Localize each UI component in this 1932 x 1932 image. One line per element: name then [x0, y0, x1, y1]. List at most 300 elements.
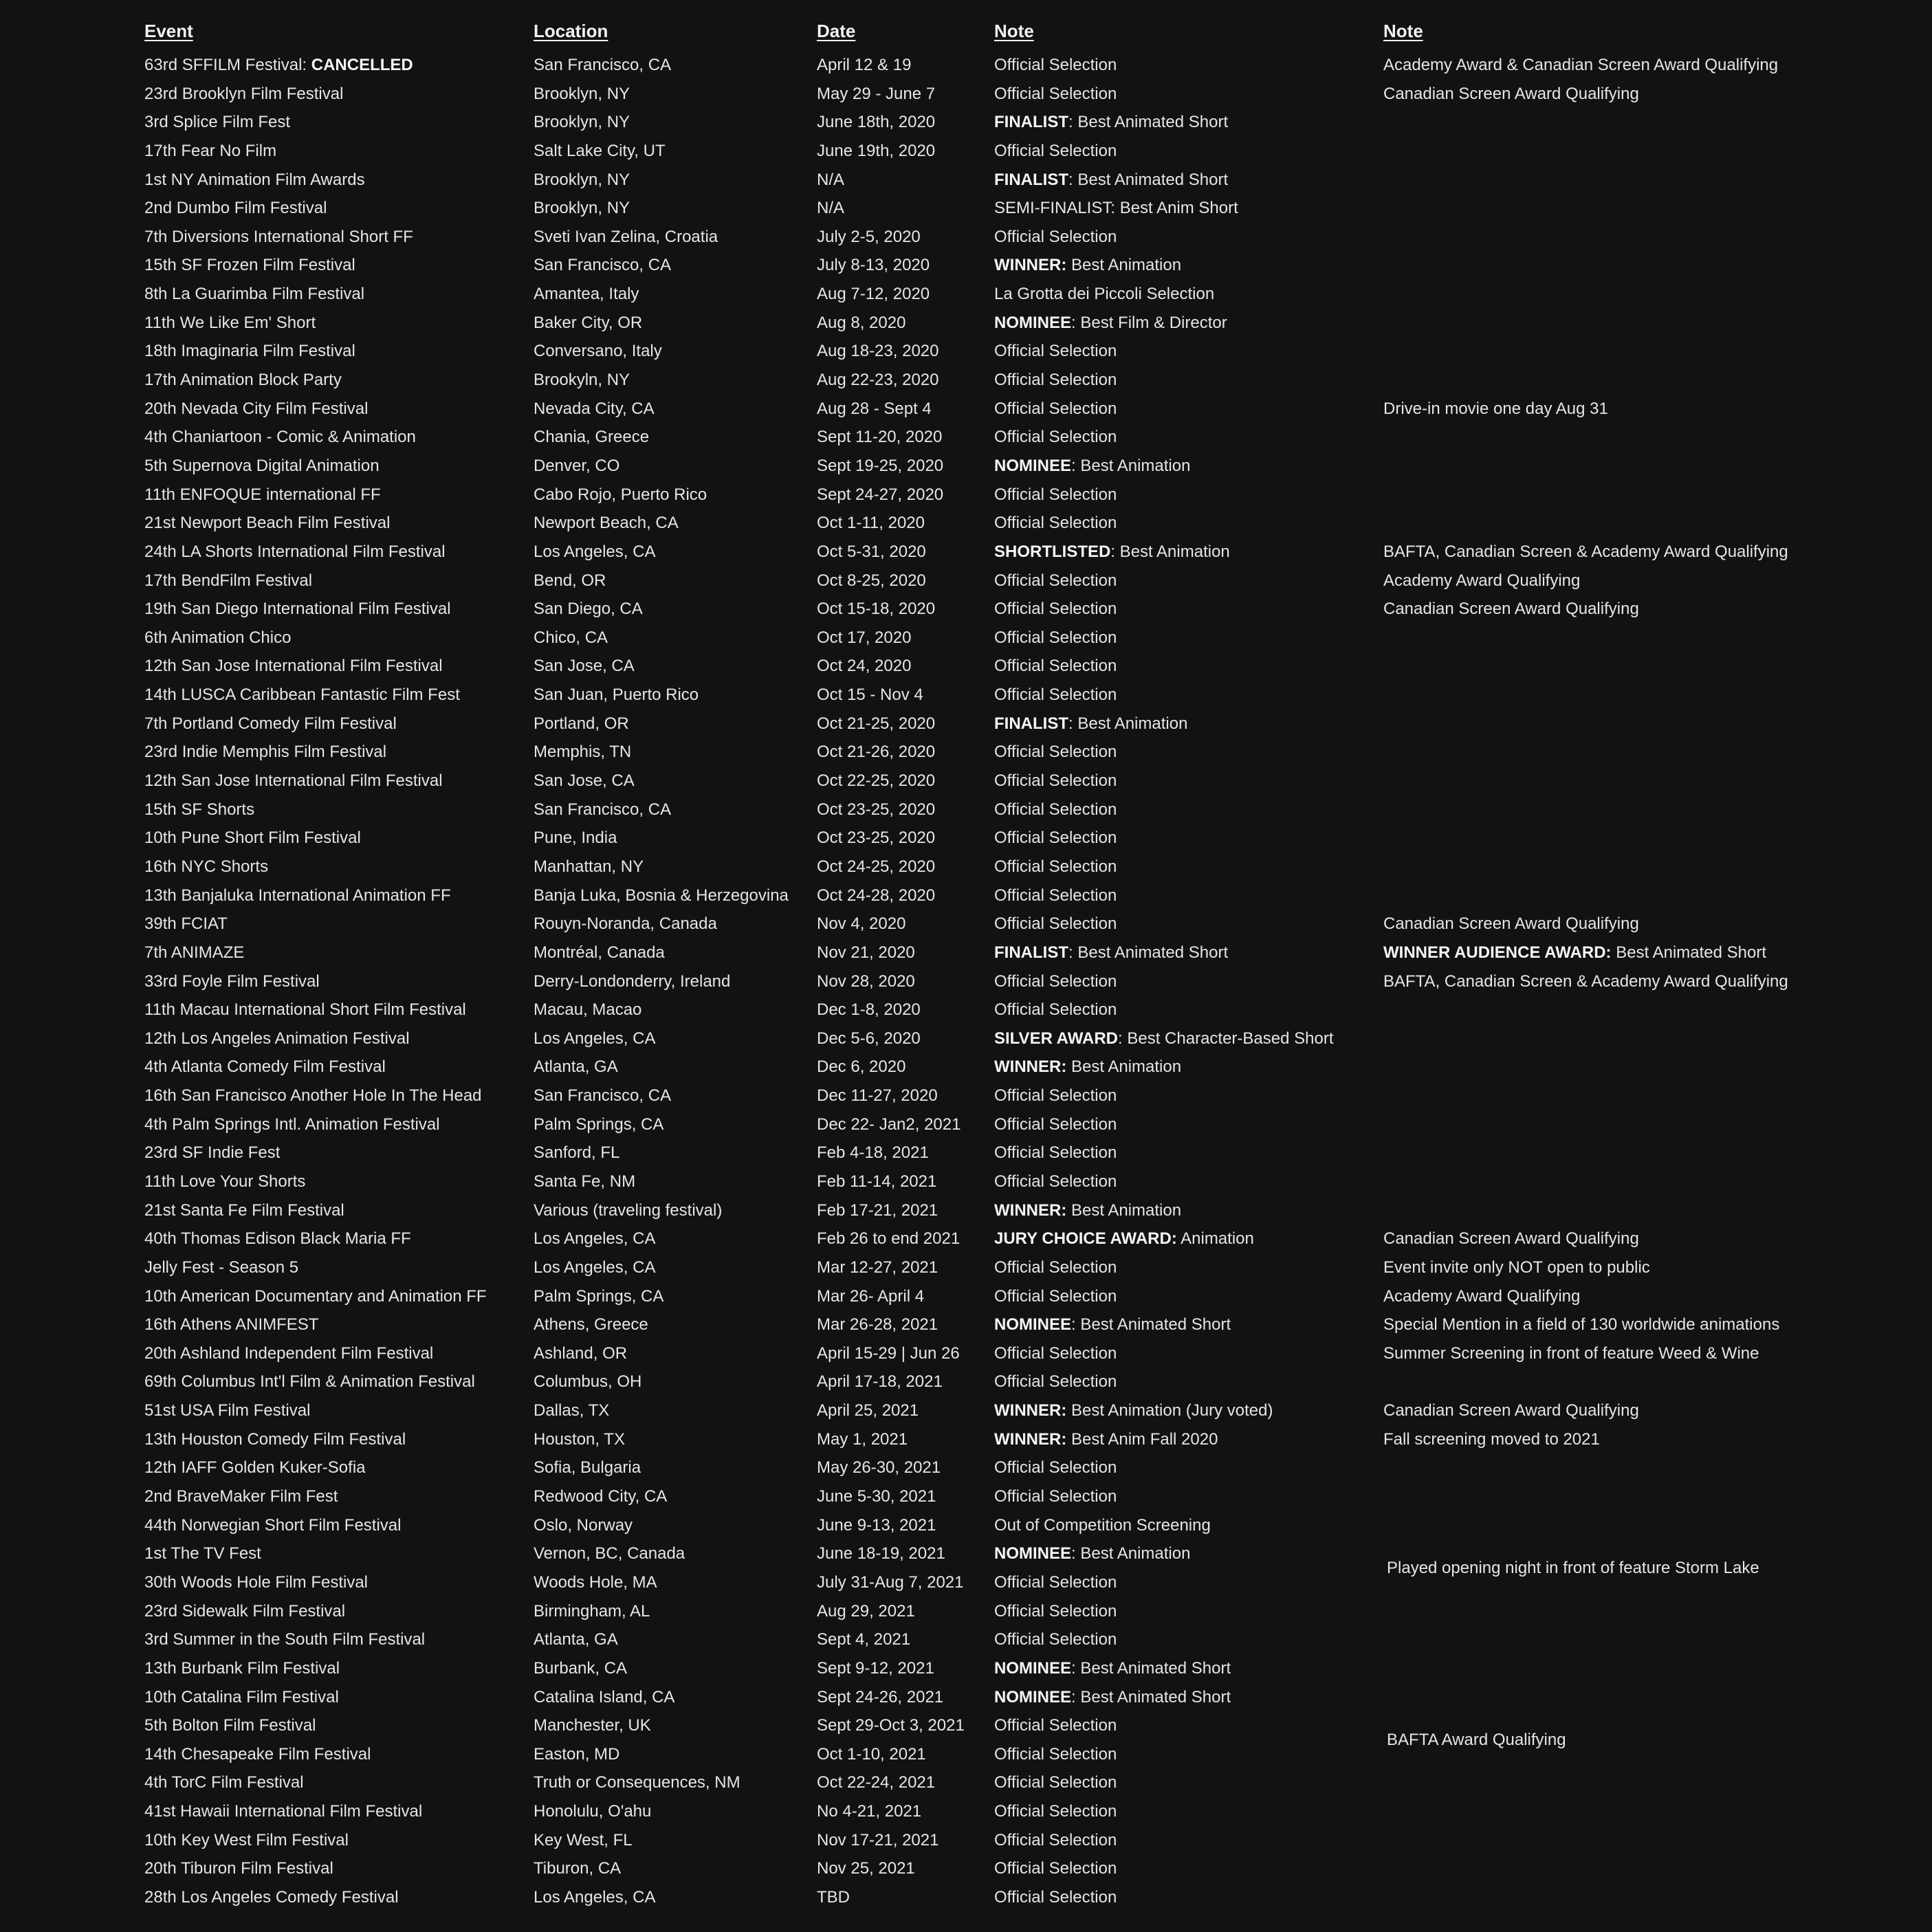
date-cell-text: Nov 17-21, 2021 [817, 1830, 939, 1849]
location-cell [534, 767, 635, 795]
note-cell [994, 251, 1181, 280]
note-cell [994, 1625, 1117, 1654]
event-cell-text: 7th Portland Comedy Film Festival [144, 714, 397, 733]
location-cell [534, 738, 631, 767]
location-cell-text: Key West, FL [534, 1830, 633, 1849]
event-cell [144, 1368, 475, 1396]
event-cell [144, 280, 364, 309]
note-cell-emphasis: NOMINEE [994, 456, 1072, 475]
date-cell [817, 309, 905, 338]
event-cell-text: 19th San Diego International Film Festival [144, 600, 451, 619]
location-cell-text: Columbus, OH [534, 1372, 642, 1392]
date-cell [817, 1826, 938, 1855]
location-cell [534, 1110, 663, 1139]
event-cell-text: 44th Norwegian Short Film Festival [144, 1515, 402, 1535]
date-cell-text: Oct 8-25, 2020 [817, 571, 926, 590]
location-cell-text: Baker City, OR [534, 313, 643, 332]
event-cell-text: 12th IAFF Golden Kuker-Sofia [144, 1458, 366, 1478]
date-cell [817, 910, 905, 938]
note-cell [994, 1196, 1181, 1225]
note-cell-text: Official Selection [994, 628, 1117, 647]
date-cell-text: July 31-Aug 7, 2021 [817, 1572, 964, 1592]
note-cell-emphasis: WINNER: [994, 1401, 1067, 1420]
date-cell-text: April 12 & 19 [817, 56, 912, 74]
note-cell [994, 1339, 1117, 1368]
location-cell-text: Vernon, BC, Canada [534, 1544, 685, 1563]
location-cell [534, 1826, 633, 1855]
date-cell-text: Oct 23-25, 2020 [817, 828, 936, 848]
event-cell [144, 366, 342, 395]
date-cell-text: June 5-30, 2021 [817, 1487, 936, 1506]
note-cell-emphasis: NOMINEE [994, 1658, 1072, 1678]
date-cell [817, 538, 926, 567]
date-cell [817, 1396, 919, 1425]
event-cell-text: 15th SF Shorts [144, 800, 255, 819]
event-cell [144, 1253, 298, 1282]
note-cell-emphasis: WINNER: [994, 1429, 1067, 1449]
date-cell-text: Sept 29-Oct 3, 2021 [817, 1716, 965, 1735]
note-cell-text: Official Selection [994, 1830, 1117, 1849]
event-cell-text: 4th Chaniartoon - Comic & Animation [144, 428, 416, 447]
note-cell-text: Official Selection [994, 1859, 1117, 1878]
event-cell [144, 1082, 482, 1110]
location-cell [534, 1511, 633, 1540]
date-cell [817, 1740, 926, 1769]
note-cell [994, 567, 1117, 595]
note-cell [994, 824, 1117, 853]
note2-cell [1383, 538, 1788, 567]
event-cell-text: 16th Athens ANIMFEST [144, 1315, 319, 1335]
event-cell [144, 1196, 344, 1225]
date-cell [817, 1854, 915, 1883]
date-cell [817, 1883, 850, 1912]
location-cell-text: Manchester, UK [534, 1716, 651, 1735]
location-cell [534, 1082, 671, 1110]
event-cell [144, 595, 451, 624]
date-cell [817, 1482, 936, 1511]
note-cell [994, 1139, 1117, 1167]
location-cell [534, 481, 707, 509]
event-cell [144, 1425, 406, 1454]
event-cell-text: 13th Houston Comedy Film Festival [144, 1429, 406, 1449]
location-cell-text: Redwood City, CA [534, 1487, 668, 1506]
note-cell [994, 166, 1228, 195]
location-cell-text: Cabo Rojo, Puerto Rico [534, 485, 707, 504]
note-cell [994, 137, 1117, 166]
note-cell [994, 1167, 1117, 1196]
date-cell [817, 624, 911, 652]
location-cell [534, 1339, 627, 1368]
location-cell-text: Dallas, TX [534, 1401, 610, 1420]
date-cell-text: Dec 22- Jan2, 2021 [817, 1115, 961, 1134]
event-cell-text: 17th Fear No Film [144, 141, 277, 160]
location-cell [534, 395, 655, 424]
note-cell-text: Official Selection [994, 399, 1117, 418]
event-cell [144, 1310, 318, 1339]
date-cell-text: Sept 4, 2021 [817, 1630, 911, 1649]
event-cell-text: 16th San Francisco Another Hole In The Head [144, 1086, 482, 1106]
note-cell-text: : Best Animated Short [1068, 170, 1229, 189]
event-cell [144, 824, 361, 853]
event-cell-text: 24th LA Shorts International Film Festival [144, 542, 446, 561]
note2-cell [1383, 395, 1608, 424]
event-cell [144, 1339, 433, 1368]
location-cell-text: Ashland, OR [534, 1343, 628, 1363]
location-cell [534, 1740, 619, 1769]
event-cell-text: 10th Pune Short Film Festival [144, 828, 361, 848]
note-cell-emphasis: NOMINEE [994, 1687, 1072, 1706]
note-cell-emphasis: SILVER AWARD [994, 1029, 1119, 1048]
date-cell [817, 1253, 938, 1282]
date-cell [817, 137, 935, 166]
note-cell-emphasis: NOMINEE [994, 1544, 1072, 1563]
date-cell [817, 1597, 915, 1626]
date-cell-text: Aug 29, 2021 [817, 1601, 915, 1621]
date-cell [817, 1110, 960, 1139]
event-cell-text: 69th Columbus Int'l Film & Animation Festival [144, 1372, 475, 1392]
note-cell-text: : Best Animated Short [1071, 1315, 1231, 1335]
event-cell [144, 1883, 399, 1912]
note2-cell [1383, 1425, 1600, 1454]
date-cell [817, 280, 930, 309]
location-cell [534, 309, 642, 338]
event-cell [144, 1711, 316, 1740]
date-cell-text: Oct 1-10, 2021 [817, 1744, 926, 1764]
location-cell-text: Memphis, TN [534, 743, 632, 762]
event-cell [144, 251, 355, 280]
event-cell-text: 17th Animation Block Party [144, 371, 342, 390]
note-cell [994, 1597, 1117, 1626]
date-cell [817, 710, 935, 738]
location-cell [534, 452, 619, 481]
note-cell [994, 1797, 1117, 1826]
event-cell-text: 63rd SFFILM Festival: [144, 56, 311, 74]
location-cell-text: Brooklyn, NY [534, 199, 630, 218]
note-cell-text: : Best Animated Short [1068, 943, 1229, 962]
event-cell [144, 710, 397, 738]
note-cell [994, 366, 1117, 395]
location-cell [534, 652, 635, 681]
location-cell-text: Sofia, Bulgaria [534, 1458, 641, 1478]
date-cell [817, 51, 911, 80]
location-cell [534, 595, 643, 624]
date-cell [817, 337, 938, 366]
event-cell-text: 4th TorC Film Festival [144, 1773, 304, 1792]
location-cell [534, 1053, 618, 1082]
event-cell-text: 23rd Indie Memphis Film Festival [144, 743, 387, 762]
location-cell-text: San Francisco, CA [534, 1086, 672, 1106]
note-cell [994, 1425, 1218, 1454]
location-cell [534, 1711, 651, 1740]
note2-cell [1383, 1339, 1759, 1368]
note-cell-text: Official Selection [994, 1888, 1117, 1907]
location-cell-text: Nevada City, CA [534, 399, 655, 418]
location-cell [534, 1024, 655, 1053]
event-cell [144, 1826, 349, 1855]
location-cell-text: Bend, OR [534, 571, 606, 590]
location-cell-text: Montréal, Canada [534, 943, 665, 962]
date-cell-text: Sept 24-26, 2021 [817, 1687, 944, 1706]
event-cell [144, 1854, 333, 1883]
note-cell-text: Official Selection [994, 1343, 1117, 1363]
location-cell-text: Denver, CO [534, 456, 620, 475]
event-cell-text: 23rd Brooklyn Film Festival [144, 84, 344, 103]
date-cell [817, 509, 925, 538]
date-cell [817, 395, 932, 424]
note-cell-text: Official Selection [994, 571, 1117, 590]
note-cell-text: Official Selection [994, 1802, 1117, 1821]
event-cell-text: 1st NY Animation Film Awards [144, 170, 365, 189]
event-cell-text: 14th LUSCA Caribbean Fantastic Film Fest [144, 685, 460, 705]
location-cell [534, 1854, 621, 1883]
note-cell-emphasis: SHORTLISTED [994, 542, 1111, 561]
event-cell [144, 1024, 410, 1053]
date-cell-text: June 18-19, 2021 [817, 1544, 945, 1563]
note-cell [994, 624, 1117, 652]
note-cell [994, 853, 1117, 881]
location-cell [534, 538, 655, 567]
note-cell [994, 1654, 1231, 1683]
location-cell [534, 967, 730, 996]
date-cell-text: N/A [817, 199, 845, 218]
note-cell [994, 337, 1117, 366]
date-cell [817, 1683, 943, 1712]
event-cell-text: 12th Los Angeles Animation Festival [144, 1029, 410, 1048]
note-cell-text: La Grotta dei Piccoli Selection [994, 285, 1215, 304]
location-cell [534, 938, 665, 967]
note2-cell [1383, 51, 1778, 80]
note-cell-text: Official Selection [994, 485, 1117, 504]
date-cell-text: Aug 28 - Sept 4 [817, 399, 932, 418]
note2-cell [1383, 938, 1766, 967]
date-cell-text: Nov 21, 2020 [817, 943, 915, 962]
event-cell-text: 13th Burbank Film Festival [144, 1658, 340, 1678]
event-cell-text: 20th Ashland Independent Film Festival [144, 1343, 434, 1363]
event-cell-text: 3rd Summer in the South Film Festival [144, 1630, 426, 1649]
date-cell [817, 1711, 965, 1740]
event-cell [144, 738, 386, 767]
event-cell [144, 538, 446, 567]
event-cell-text: 11th ENFOQUE international FF [144, 485, 381, 504]
note-cell-text: Official Selection [994, 685, 1117, 705]
date-cell-text: May 1, 2021 [817, 1429, 908, 1449]
note2-cell-text: Special Mention in a field of 130 worldwide animations [1383, 1315, 1780, 1335]
event-cell-text: 33rd Foyle Film Festival [144, 972, 320, 991]
event-cell [144, 1053, 386, 1082]
date-cell [817, 1453, 941, 1482]
event-cell-text: 10th Key West Film Festival [144, 1830, 349, 1849]
event-cell [144, 1396, 310, 1425]
date-cell [817, 1539, 945, 1568]
date-cell [817, 423, 942, 452]
note2-cell [1383, 967, 1788, 996]
location-cell [534, 681, 699, 710]
location-cell-text: Banja Luka, Bosnia & Herzegovina [534, 886, 789, 905]
date-cell [817, 1282, 924, 1311]
note-cell [994, 108, 1228, 137]
note-cell-text: Official Selection [994, 1143, 1117, 1163]
date-cell-text: Oct 21-25, 2020 [817, 714, 936, 733]
event-cell [144, 166, 365, 195]
location-cell [534, 251, 671, 280]
date-cell [817, 1225, 960, 1253]
date-cell [817, 481, 943, 509]
event-cell [144, 1683, 339, 1712]
note-cell-emphasis: FINALIST [994, 113, 1068, 132]
note-cell-text: Official Selection [994, 657, 1117, 676]
note-cell [994, 996, 1117, 1024]
note-cell [994, 795, 1117, 824]
location-cell [534, 1139, 619, 1167]
date-cell [817, 595, 935, 624]
note-cell [994, 1683, 1231, 1712]
location-cell-text: Brooklyn, NY [534, 170, 630, 189]
event-cell [144, 567, 312, 595]
location-cell-text: Macau, Macao [534, 1000, 642, 1020]
note-cell-text: : Best Animated Short [1071, 1687, 1231, 1706]
date-cell-text: Dec 6, 2020 [817, 1057, 906, 1077]
event-cell-text: 8th La Guarimba Film Festival [144, 285, 365, 304]
date-cell [817, 996, 921, 1024]
note-cell [994, 223, 1117, 252]
location-cell [534, 996, 641, 1024]
location-cell [534, 423, 649, 452]
header-note: Note [994, 21, 1034, 41]
location-cell-text: San Jose, CA [534, 657, 635, 676]
note-cell [994, 1539, 1190, 1568]
event-cell-text: 11th Macau International Short Film Festival [144, 1000, 466, 1020]
note2-cell-text: Best Animated Short [1611, 943, 1767, 962]
date-cell-text: TBD [817, 1888, 850, 1907]
date-cell-text: Mar 26- April 4 [817, 1286, 925, 1306]
location-cell [534, 710, 629, 738]
event-cell [144, 337, 355, 366]
location-cell [534, 1225, 655, 1253]
note-cell [994, 652, 1117, 681]
date-cell-text: Oct 23-25, 2020 [817, 800, 936, 819]
note-cell-text: Official Selection [994, 743, 1117, 762]
event-cell [144, 481, 381, 509]
location-cell-text: Brooklyn, NY [534, 84, 630, 103]
event-cell [144, 1597, 345, 1626]
note-cell [994, 481, 1117, 509]
note2-cell-text: Canadian Screen Award Qualifying [1383, 84, 1639, 103]
note-cell [994, 1253, 1117, 1282]
date-cell-text: April 17-18, 2021 [817, 1372, 943, 1392]
event-cell [144, 137, 276, 166]
date-cell-text: Oct 5-31, 2020 [817, 542, 926, 561]
note-cell-text: : Best Animation [1110, 542, 1230, 561]
note-cell-text: Official Selection [994, 600, 1117, 619]
note-cell-text: Official Selection [994, 972, 1117, 991]
note-cell-text: Official Selection [994, 1773, 1117, 1792]
date-cell-text: Oct 21-26, 2020 [817, 743, 936, 762]
date-cell-text: Feb 17-21, 2021 [817, 1200, 938, 1220]
note2-cell-emphasis: WINNER AUDIENCE AWARD: [1383, 943, 1612, 962]
date-cell-text: July 8-13, 2020 [817, 256, 930, 275]
location-cell [534, 80, 630, 109]
note-cell [994, 1511, 1211, 1540]
location-cell [534, 1310, 648, 1339]
note-cell [994, 938, 1228, 967]
note-cell-text: SEMI-FINALIST: Best Anim Short [994, 199, 1238, 218]
event-cell [144, 80, 343, 109]
date-cell [817, 1196, 938, 1225]
location-cell [534, 853, 644, 881]
date-cell [817, 1568, 963, 1597]
location-cell-text: Portland, OR [534, 714, 629, 733]
event-cell-text: 16th NYC Shorts [144, 857, 269, 876]
event-cell-text: 41st Hawaii International Film Festival [144, 1802, 423, 1821]
date-cell [817, 767, 935, 795]
location-cell-text: Athens, Greece [534, 1315, 648, 1335]
location-cell-text: Brooklyn, NY [534, 113, 630, 132]
location-cell-text: Rouyn-Noranda, Canada [534, 914, 717, 934]
note2-cell [1383, 1225, 1639, 1253]
note-cell-emphasis: FINALIST [994, 943, 1068, 962]
location-cell [534, 1453, 641, 1482]
date-cell [817, 938, 915, 967]
event-cell [144, 853, 268, 881]
date-cell [817, 738, 935, 767]
date-cell [817, 1654, 934, 1683]
date-cell-text: Sept 9-12, 2021 [817, 1658, 934, 1678]
note-cell [994, 710, 1187, 738]
location-cell-text: Los Angeles, CA [534, 542, 656, 561]
date-cell [817, 166, 844, 195]
event-cell-text: 7th Diversions International Short FF [144, 227, 413, 246]
note-cell-text: Official Selection [994, 771, 1117, 791]
note-cell-text: Official Selection [994, 371, 1117, 390]
note2-cell [1383, 1396, 1639, 1425]
note-cell-text: : Best Character-Based Short [1118, 1029, 1334, 1048]
date-cell-text: Nov 25, 2021 [817, 1859, 915, 1878]
location-cell-text: San Diego, CA [534, 600, 643, 619]
date-cell-text: April 15-29 | Jun 26 [817, 1343, 960, 1363]
location-cell [534, 1683, 674, 1712]
note2-cell-text: Academy Award Qualifying [1383, 571, 1581, 590]
event-cell-text: 14th Chesapeake Film Festival [144, 1744, 371, 1764]
note2-cell-text: Fall screening moved to 2021 [1383, 1429, 1600, 1449]
note-cell-text: Official Selection [994, 1115, 1117, 1134]
location-cell-text: Derry-Londonderry, Ireland [534, 972, 731, 991]
date-cell-text: No 4-21, 2021 [817, 1802, 922, 1821]
event-cell-text: 1st The TV Fest [144, 1544, 261, 1563]
note2-cell [1383, 1282, 1580, 1311]
date-cell-text: Sept 24-27, 2020 [817, 485, 944, 504]
location-cell-text: Brookyln, NY [534, 371, 630, 390]
location-cell-text: Palm Springs, CA [534, 1286, 664, 1306]
note-cell [994, 767, 1117, 795]
location-cell-text: San Juan, Puerto Rico [534, 685, 699, 705]
note-cell-text: Official Selection [994, 227, 1117, 246]
note-cell [994, 595, 1117, 624]
note2-cell-text: Canadian Screen Award Qualifying [1383, 600, 1639, 619]
note-cell-text: : Best Animation [1071, 456, 1191, 475]
location-cell-text: Various (traveling festival) [534, 1200, 723, 1220]
event-cell [144, 1282, 487, 1311]
event-cell [144, 1110, 440, 1139]
date-cell-text: Feb 26 to end 2021 [817, 1229, 960, 1249]
event-cell [144, 1453, 366, 1482]
event-cell [144, 910, 228, 938]
note-cell [994, 1740, 1117, 1769]
note-cell-text: Official Selection [994, 1601, 1117, 1621]
note-cell [994, 1482, 1117, 1511]
date-cell-text: Nov 4, 2020 [817, 914, 906, 934]
event-cell [144, 1797, 422, 1826]
floating-note: BAFTA Award Qualifying [1387, 1730, 1566, 1749]
